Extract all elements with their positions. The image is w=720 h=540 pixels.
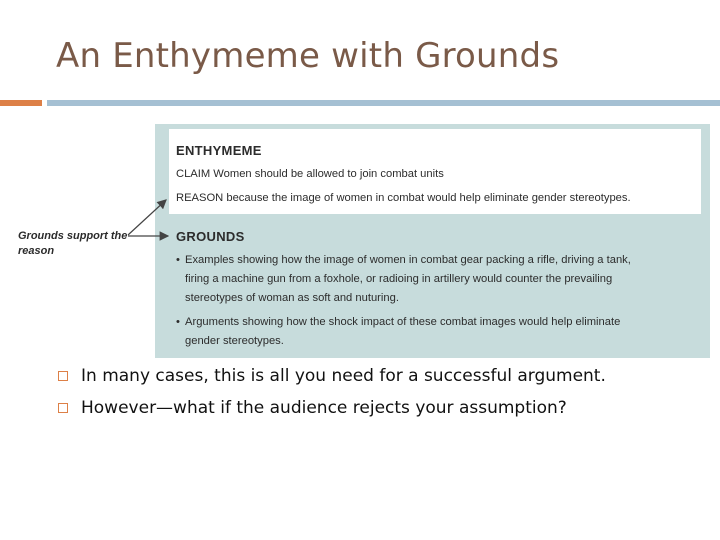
arrow-to-reason bbox=[128, 200, 166, 235]
bullet-dot-icon: • bbox=[176, 254, 180, 266]
bullet-item bbox=[58, 396, 698, 421]
grounds-side-note: Grounds support the reason bbox=[18, 230, 128, 257]
bullet-text: However—what if the audience rejects your assumption? bbox=[81, 398, 567, 418]
bullet-square-icon bbox=[58, 371, 68, 381]
bullet-text: In many cases, this is all you need for a successful argument. bbox=[81, 366, 606, 386]
grounds-item-line: firing a machine gun from a foxhole, or radioing in artillery would counter the prevailing bbox=[185, 273, 613, 285]
grounds-heading: GROUNDS bbox=[176, 229, 245, 244]
claim-line: CLAIM Women should be allowed to join combat units bbox=[176, 168, 444, 180]
grounds-item-line: stereotypes of woman as soft and nuturing. bbox=[185, 292, 399, 304]
bullet-dot-icon: • bbox=[176, 316, 180, 328]
bullet-item bbox=[58, 364, 698, 389]
grounds-item-line: Arguments showing how the shock impact of these combat images would help eliminate bbox=[185, 316, 621, 328]
grounds-item-line: Examples showing how the image of women in combat gear packing a rifle, driving a tank, bbox=[185, 254, 631, 266]
bullet-square-icon bbox=[58, 403, 68, 413]
slide-title: An Enthymeme with Grounds bbox=[56, 36, 560, 76]
grounds-item-line: gender stereotypes. bbox=[185, 335, 284, 347]
reason-line: REASON because the image of women in combat would help eliminate gender stereotypes. bbox=[176, 192, 631, 204]
enthymeme-heading: ENTHYMEME bbox=[176, 143, 262, 158]
bullet-list bbox=[58, 364, 698, 428]
